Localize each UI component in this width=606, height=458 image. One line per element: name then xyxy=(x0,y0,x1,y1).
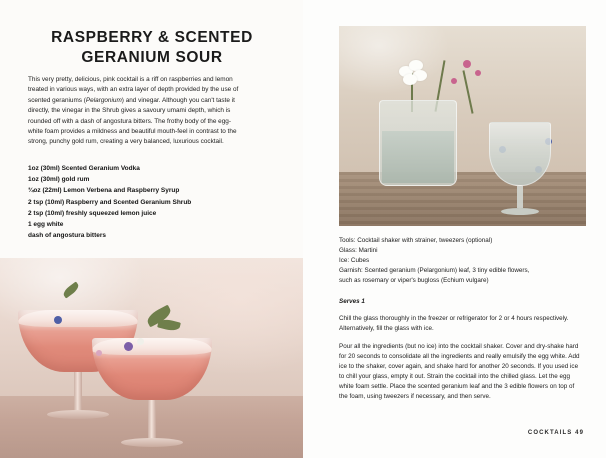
ingredient-item: ¾oz (22ml) Lemon Verbena and Raspberry Syrup xyxy=(28,187,180,195)
ingredient-item: 2 tsp (10ml) Raspberry and Scented Geranium Shrub xyxy=(28,198,192,206)
martini-glass xyxy=(489,122,551,215)
glass-stem xyxy=(517,186,523,208)
glass-cup xyxy=(489,122,551,186)
recipe-title-line-1: RASPBERRY & SCENTED xyxy=(51,29,253,46)
glass-bowl xyxy=(92,338,212,400)
egg-white-foam xyxy=(18,310,138,327)
edible-flower-garnish xyxy=(54,316,62,324)
meta-garnish-line-1: Garnish: Scented geranium (Pelargonium) leaf, 3 tiny edible flowers, xyxy=(339,267,530,274)
ingredient-item: 2 tsp (10ml) freshly squeezed lemon juice xyxy=(28,209,157,217)
page-title xyxy=(28,28,276,68)
meta-tools: Tools: Cocktail shaker with strainer, tweezers (optional) xyxy=(339,237,493,244)
ingredient-item: 1oz (30ml) Scented Geranium Vodka xyxy=(28,165,140,172)
pink-flower xyxy=(475,70,481,76)
recipe-intro: This very pretty, delicious, pink cocktail is a riff on raspberries and lemon treated in various ways, with an extra layer of depth provided by the use of scented geraniums (Pelargonium) and vinegar. Although you can't taste it directly, the vinegar in the Shrub gives a savoury umami depth, which is rounded off with a dash of angostura bitters. The frothy body of the egg-white foam provides a mildness and beautiful mouth-feel in contrast to the strong, punchy gold rum, creating a very balanced, luxurious cocktail. xyxy=(28,76,239,146)
pink-flower xyxy=(451,78,457,84)
glass-stem xyxy=(74,372,82,412)
pink-flower xyxy=(463,60,471,68)
cocktail-photo-right xyxy=(339,26,586,226)
ingredient-item: 1oz (30ml) gold rum xyxy=(28,176,90,184)
cocktail-glass-front xyxy=(92,338,212,447)
method-step: Pour all the ingredients (but no ice) into the cocktail shaker. Cover and dry-shake hard for 20 seconds to consolidate all the ingredients and really emulsify the egg white. Add ice to the shaker, cover again, and shake hard for another 20 seconds. If you used ice to chill your glass, empty it out. Strain the cocktail into the chilled glass. Let the egg white foam settle. Place the scented geranium leaf and the 3 edible flowers on top of the foam, using tweezers if necessary, and then serve. xyxy=(339,343,580,400)
cocktail-photo-left xyxy=(0,258,303,458)
method-step: Chill the glass thoroughly in the freezer or refrigerator for 2 or 4 hours respectively. Alternatively, fill the glass with ice. xyxy=(339,315,569,332)
ingredient-item: 1 egg white xyxy=(28,221,64,229)
serves-label: Serves 1 xyxy=(339,298,365,305)
page-footer: COCKTAILS 49 xyxy=(527,430,584,436)
recipe-method xyxy=(339,236,583,410)
ingredients-list xyxy=(28,163,258,241)
right-page xyxy=(303,0,606,458)
glass-foot xyxy=(501,208,539,215)
recipe-title-line-2: GERANIUM SOUR xyxy=(81,49,223,66)
white-flower xyxy=(399,60,429,88)
recipe-meta xyxy=(339,236,583,286)
edible-flower-garnish xyxy=(124,342,133,351)
glass-foot xyxy=(121,438,183,447)
jar-water xyxy=(382,131,454,183)
glass-stem xyxy=(148,400,156,440)
meta-ice: Ice: Cubes xyxy=(339,257,370,264)
edible-flower-garnish xyxy=(137,338,144,345)
ingredient-item: dash of angostura bitters xyxy=(28,232,107,240)
meta-garnish-line-2: such as rosemary or viper's bugloss (Echium vulgare) xyxy=(339,277,489,284)
egg-white-foam xyxy=(92,338,212,355)
meta-glass: Glass: Martini xyxy=(339,247,378,254)
glass-jar xyxy=(379,100,457,186)
edible-flower-garnish xyxy=(96,350,102,356)
